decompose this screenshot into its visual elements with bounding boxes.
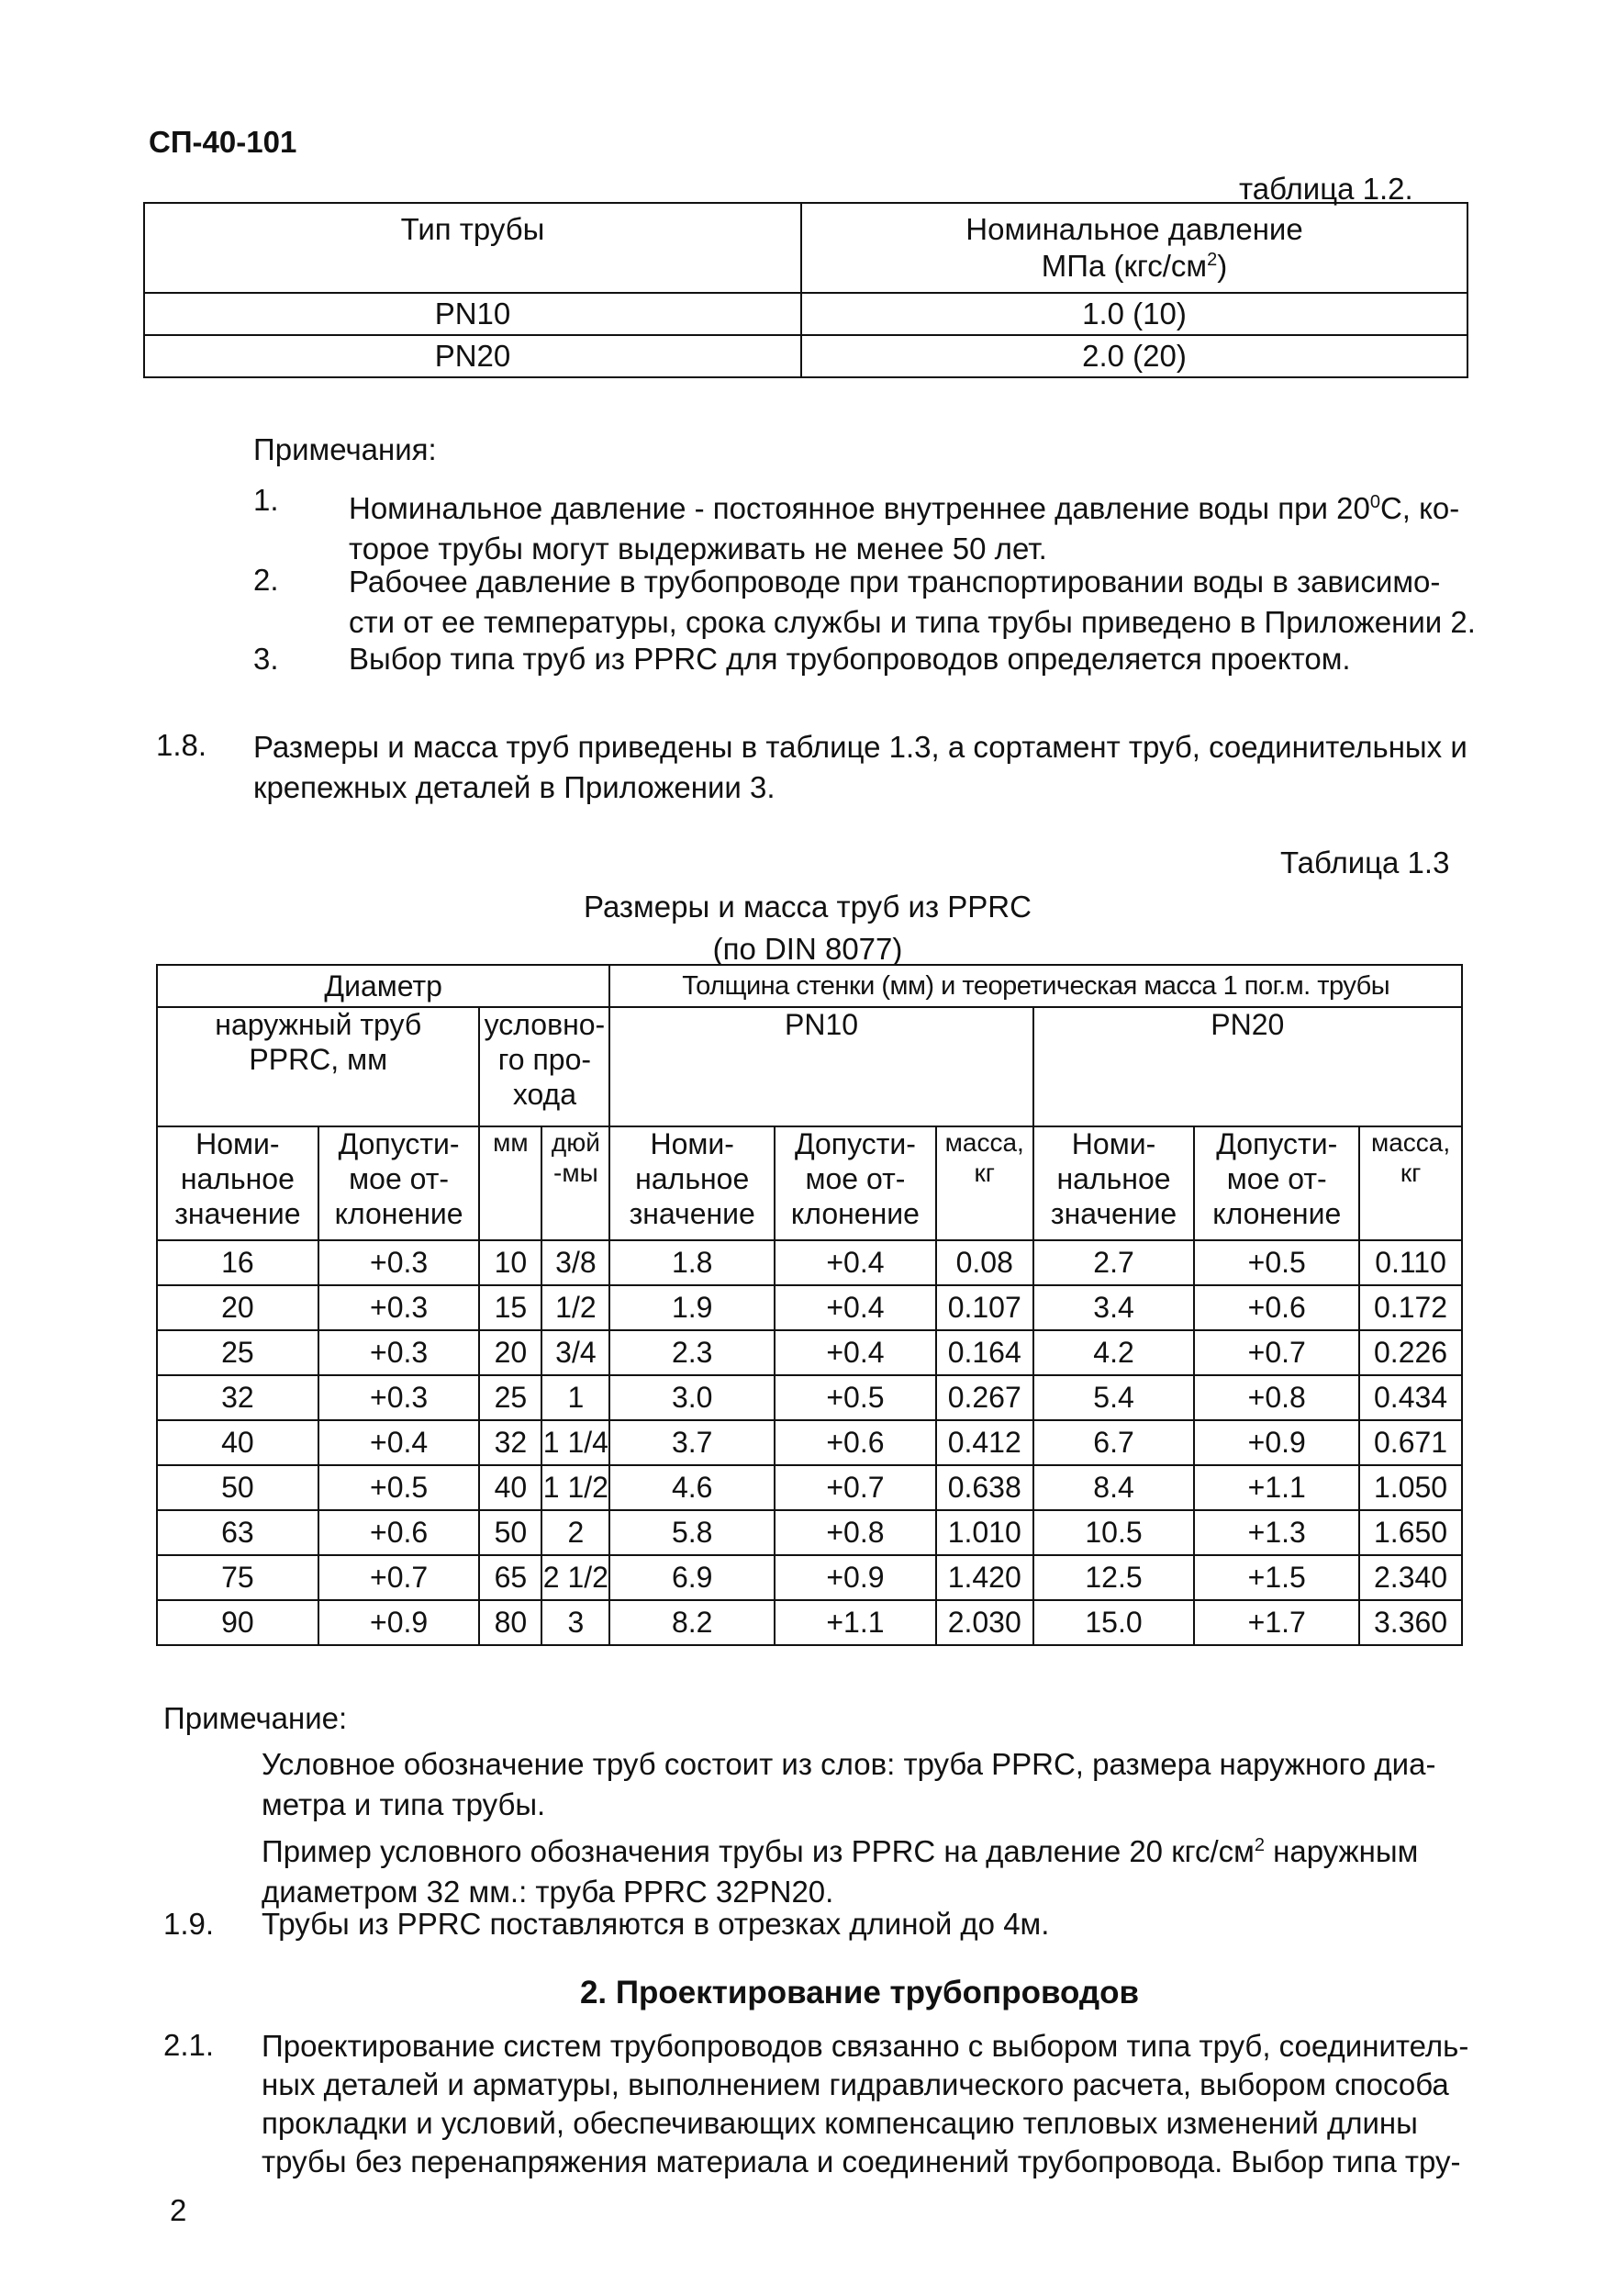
- cell-pn20-mass: 1.050: [1359, 1465, 1462, 1510]
- cell-outer-nominal: 32: [157, 1375, 318, 1420]
- note-line: Условное обозначение труб состоит из слов: труба PPRC, размера наружного диа-: [262, 1747, 1436, 1781]
- cell-pn10-thickness: 1.8: [609, 1240, 775, 1285]
- cell-passage-inches: 3: [541, 1600, 609, 1645]
- cell-pn10-deviation: +0.9: [775, 1555, 936, 1600]
- paragraph-line: прокладки и условий, обеспечивающих компенсацию тепловых изменений длины: [262, 2106, 1418, 2140]
- paragraph-text: Трубы из PPRC поставляются в отрезках длиной до 4м.: [262, 1907, 1050, 1941]
- note-paragraph: [262, 1744, 1473, 1825]
- cell-pn10-thickness: 3.0: [609, 1375, 775, 1420]
- cell-pn10-mass: 0.267: [936, 1375, 1033, 1420]
- cell-pn10-mass: 1.420: [936, 1555, 1033, 1600]
- cell-pipe-type: PN10: [144, 293, 801, 335]
- cell-outer-nominal: 90: [157, 1600, 318, 1645]
- table-row: [157, 965, 1462, 1007]
- paragraph-line: ных деталей и арматуры, выполнением гидравлического расчета, выбором способа: [262, 2067, 1449, 2101]
- cell-pn10-deviation: +0.4: [775, 1240, 936, 1285]
- cell-pn10-mass: 0.412: [936, 1420, 1033, 1465]
- cell-pn10-deviation: +0.6: [775, 1420, 936, 1465]
- cell-outer-deviation: +0.3: [318, 1240, 480, 1285]
- cell-pn20-mass: 0.434: [1359, 1375, 1462, 1420]
- header-deviation: Допусти- мое от- клонение: [318, 1126, 480, 1240]
- table-row: [144, 335, 1467, 377]
- cell-passage-inches: 2 1/2: [541, 1555, 609, 1600]
- header-nominal: Номи- нальное значение: [157, 1126, 318, 1240]
- cell-outer-deviation: +0.3: [318, 1375, 480, 1420]
- table-row: [157, 1330, 1462, 1375]
- table-1-3-title: Размеры и масса труб из PPRC (по DIN 8077): [584, 890, 1032, 966]
- cell-pressure: 1.0 (10): [801, 293, 1467, 335]
- cell-passage-mm: 10: [479, 1240, 541, 1285]
- header-mass: масса, кг: [1359, 1126, 1462, 1240]
- cell-outer-deviation: +0.4: [318, 1420, 480, 1465]
- cell-pn10-mass: 0.08: [936, 1240, 1033, 1285]
- header-mm: мм: [479, 1126, 541, 1240]
- page-number: 2: [170, 2193, 187, 2227]
- cell-pn10-mass: 2.030: [936, 1600, 1033, 1645]
- note-line: Рабочее давление в трубопроводе при транспортировании воды в зависимо-: [349, 565, 1441, 599]
- cell-pn10-deviation: +0.7: [775, 1465, 936, 1510]
- note-text: Выбор типа труб из PPRC для трубопроводов определяется проектом.: [349, 642, 1351, 676]
- cell-passage-mm: 25: [479, 1375, 541, 1420]
- note-title: Примечание:: [163, 1701, 348, 1735]
- cell-pn20-deviation: +1.1: [1194, 1465, 1359, 1510]
- cell-passage-mm: 50: [479, 1510, 541, 1555]
- cell-pn20-thickness: 3.4: [1033, 1285, 1195, 1330]
- header-nominal-pressure-line2: МПа $(кгс/см^2)$: [1041, 249, 1228, 283]
- header-nominal-pressure: [801, 203, 1467, 293]
- cell-pn20-mass: 0.110: [1359, 1240, 1462, 1285]
- cell-passage-mm: 20: [479, 1330, 541, 1375]
- cell-pn10-deviation: +0.4: [775, 1285, 936, 1330]
- header-outer-diameter: наружный труб PPRC, мм: [157, 1007, 479, 1126]
- cell-passage-inches: 1 1/4: [541, 1420, 609, 1465]
- table-1-2: [143, 202, 1468, 378]
- cell-pn10-deviation: +0.8: [775, 1510, 936, 1555]
- paragraph-line: Размеры и масса труб приведены в таблице 1.3, а сортамент труб, соединительных и: [253, 730, 1467, 764]
- note-text: [349, 482, 1468, 569]
- table-1-2-caption: таблица 1.2.: [1239, 172, 1413, 206]
- note-number: 3.: [253, 642, 279, 676]
- cell-outer-nominal: 75: [157, 1555, 318, 1600]
- cell-pn20-deviation: +0.5: [1194, 1240, 1359, 1285]
- paragraph-number: 1.8.: [156, 728, 207, 762]
- cell-pn10-deviation: +0.4: [775, 1330, 936, 1375]
- table-row: [157, 1007, 1462, 1126]
- header-conditional-passage: условно- го про- хода: [479, 1007, 609, 1126]
- cell-passage-mm: 32: [479, 1420, 541, 1465]
- table-1-3-label: Таблица 1.3: [1280, 846, 1450, 879]
- cell-pn10-deviation: +1.1: [775, 1600, 936, 1645]
- document-code: СП-40-101: [149, 125, 297, 159]
- cell-outer-deviation: +0.6: [318, 1510, 480, 1555]
- table-row: [157, 1465, 1462, 1510]
- cell-pn20-thickness: 6.7: [1033, 1420, 1195, 1465]
- cell-passage-inches: 2: [541, 1510, 609, 1555]
- cell-pn20-mass: 0.671: [1359, 1420, 1462, 1465]
- cell-pn20-thickness: 5.4: [1033, 1375, 1195, 1420]
- cell-outer-deviation: +0.3: [318, 1285, 480, 1330]
- paragraph-line: Проектирование систем трубопроводов связанно с выбором типа труб, соединитель-: [262, 2029, 1469, 2063]
- cell-passage-inches: 1/2: [541, 1285, 609, 1330]
- table-row: [157, 1420, 1462, 1465]
- cell-pn20-thickness: 12.5: [1033, 1555, 1195, 1600]
- paragraph-line: крепежных деталей в Приложении 3.: [253, 770, 776, 804]
- cell-outer-deviation: +0.5: [318, 1465, 480, 1510]
- header-pn10: PN10: [609, 1007, 1032, 1126]
- note-text: [349, 562, 1478, 643]
- cell-pn20-thickness: 2.7: [1033, 1240, 1195, 1285]
- cell-passage-inches: 3/8: [541, 1240, 609, 1285]
- cell-outer-nominal: 25: [157, 1330, 318, 1375]
- paragraph-number: 2.1.: [163, 2028, 215, 2062]
- note-line: Номинальное давление - постоянное внутреннее давление воды при $20^0С$, ко-: [349, 491, 1460, 525]
- header-wall-thickness: Толщина стенки (мм) и теоретическая масса 1 пог.м. трубы: [609, 965, 1462, 1007]
- cell-pn10-thickness: 3.7: [609, 1420, 775, 1465]
- table-row: [157, 1375, 1462, 1420]
- cell-pipe-type: PN20: [144, 335, 801, 377]
- cell-pn20-deviation: +0.9: [1194, 1420, 1359, 1465]
- cell-passage-mm: 40: [479, 1465, 541, 1510]
- header-inches: дюй -мы: [541, 1126, 609, 1240]
- cell-passage-inches: 1 1/2: [541, 1465, 609, 1510]
- note-number: 1.: [253, 483, 279, 517]
- cell-pn10-thickness: 4.6: [609, 1465, 775, 1510]
- cell-outer-nominal: 16: [157, 1240, 318, 1285]
- cell-passage-mm: 15: [479, 1285, 541, 1330]
- paragraph-text: [253, 727, 1483, 808]
- note-line: Пример условного обозначения трубы из PPRC на давление 20 кгс/$см^2$ наружным: [262, 1834, 1419, 1868]
- table-row: [157, 1510, 1462, 1555]
- cell-outer-deviation: +0.7: [318, 1555, 480, 1600]
- note-paragraph: [262, 1825, 1473, 1912]
- cell-pn10-mass: 0.164: [936, 1330, 1033, 1375]
- cell-pn20-thickness: 4.2: [1033, 1330, 1195, 1375]
- paragraph-line: трубы без перенапряжения материала и соединений трубопровода. Выбор типа тру-: [262, 2145, 1461, 2178]
- cell-passage-mm: 80: [479, 1600, 541, 1645]
- table-row: [157, 1240, 1462, 1285]
- notes-title: Примечания:: [253, 432, 437, 466]
- note-line: сти от ее температуры, срока службы и типа трубы приведено в Приложении 2.: [349, 605, 1476, 639]
- header-pn20: PN20: [1033, 1007, 1462, 1126]
- table-row: [144, 203, 1467, 293]
- table-1-3-body: [157, 1240, 1462, 1645]
- paragraph-text: [262, 2027, 1473, 2181]
- header-nominal: Номи- нальное значение: [1033, 1126, 1195, 1240]
- cell-passage-mm: 65: [479, 1555, 541, 1600]
- note-line: метра и типа трубы.: [262, 1787, 546, 1821]
- note-line: торое трубы могут выдерживать не менее 50 лет.: [349, 532, 1047, 566]
- cell-pn10-thickness: 6.9: [609, 1555, 775, 1600]
- table-row: [157, 1285, 1462, 1330]
- cell-pn20-thickness: 8.4: [1033, 1465, 1195, 1510]
- header-deviation: Допусти- мое от- клонение: [1194, 1126, 1359, 1240]
- cell-pn20-deviation: +1.7: [1194, 1600, 1359, 1645]
- cell-outer-nominal: 40: [157, 1420, 318, 1465]
- cell-pn10-mass: 0.638: [936, 1465, 1033, 1510]
- cell-pn20-deviation: +0.7: [1194, 1330, 1359, 1375]
- cell-pn20-deviation: +0.6: [1194, 1285, 1359, 1330]
- cell-pn10-mass: 0.107: [936, 1285, 1033, 1330]
- cell-pn10-mass: 1.010: [936, 1510, 1033, 1555]
- table-row: [157, 1555, 1462, 1600]
- header-pipe-type: Тип трубы: [144, 203, 801, 293]
- table-row: [144, 293, 1467, 335]
- header-deviation: Допусти- мое от- клонение: [775, 1126, 936, 1240]
- note-number: 2.: [253, 563, 279, 597]
- cell-outer-nominal: 63: [157, 1510, 318, 1555]
- note-line: диаметром 32 мм.: труба PPRC 32PN20.: [262, 1875, 834, 1909]
- cell-pn20-deviation: +1.3: [1194, 1510, 1359, 1555]
- cell-passage-inches: 3/4: [541, 1330, 609, 1375]
- cell-outer-nominal: 50: [157, 1465, 318, 1510]
- cell-pn20-mass: 0.226: [1359, 1330, 1462, 1375]
- cell-pn20-thickness: 15.0: [1033, 1600, 1195, 1645]
- table-1-3: [156, 964, 1463, 1646]
- table-row: [157, 1126, 1462, 1240]
- paragraph-number: 1.9.: [163, 1907, 215, 1941]
- cell-pn20-mass: 1.650: [1359, 1510, 1462, 1555]
- cell-pn10-thickness: 1.9: [609, 1285, 775, 1330]
- cell-outer-deviation: +0.3: [318, 1330, 480, 1375]
- cell-pn10-thickness: 8.2: [609, 1600, 775, 1645]
- cell-passage-inches: 1: [541, 1375, 609, 1420]
- header-mass: масса, кг: [936, 1126, 1033, 1240]
- cell-pn20-deviation: +0.8: [1194, 1375, 1359, 1420]
- cell-pn20-thickness: 10.5: [1033, 1510, 1195, 1555]
- cell-pressure: 2.0 (20): [801, 335, 1467, 377]
- cell-pn10-thickness: 2.3: [609, 1330, 775, 1375]
- cell-outer-nominal: 20: [157, 1285, 318, 1330]
- cell-pn20-mass: 2.340: [1359, 1555, 1462, 1600]
- cell-pn20-mass: 0.172: [1359, 1285, 1462, 1330]
- cell-outer-deviation: +0.9: [318, 1600, 480, 1645]
- header-nominal: Номи- нальное значение: [609, 1126, 775, 1240]
- cell-pn10-thickness: 5.8: [609, 1510, 775, 1555]
- cell-pn20-mass: 3.360: [1359, 1600, 1462, 1645]
- cell-pn10-deviation: +0.5: [775, 1375, 936, 1420]
- header-diameter: Диаметр: [157, 965, 609, 1007]
- header-nominal-pressure-line1: Номинальное давление: [965, 212, 1303, 247]
- section-heading: 2. Проектирование трубопроводов: [579, 1975, 1140, 2010]
- cell-pn20-deviation: +1.5: [1194, 1555, 1359, 1600]
- table-row: [157, 1600, 1462, 1645]
